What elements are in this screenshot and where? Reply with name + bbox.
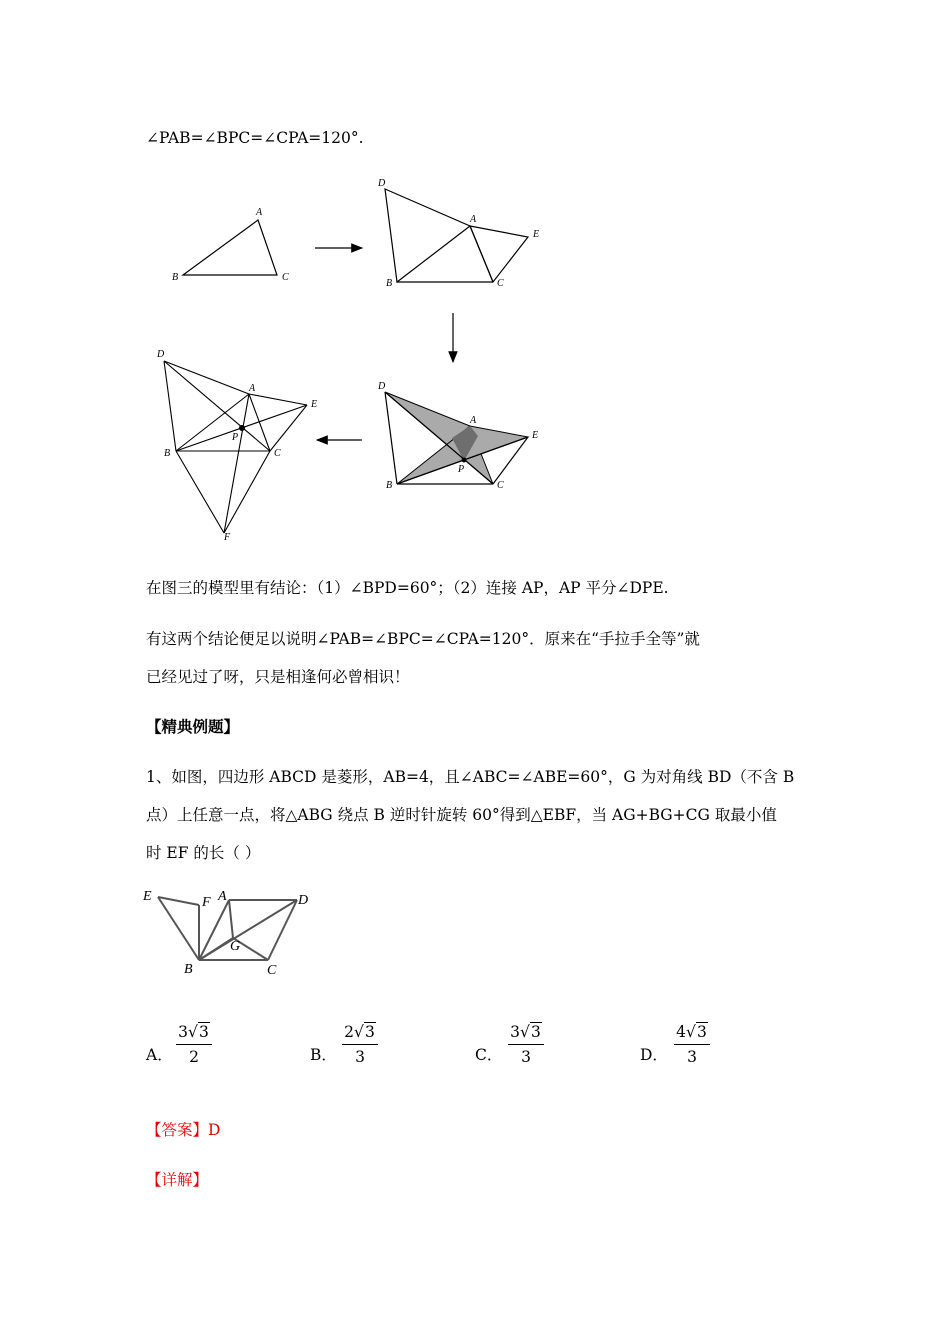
fig4-label-b: B <box>164 448 171 459</box>
option-b-letter: B． <box>310 1046 337 1064</box>
paragraph-line-2: 已经见过了呀，只是相逢何必曾相识！ <box>146 668 410 686</box>
rhombus-label-a: A <box>218 889 227 904</box>
rhombus-label-f: F <box>202 895 211 910</box>
question-line-1: 1、如图，四边形 ABCD 是菱形，AB=4，且∠ABC=∠ABE=60°，G 为对角线 BD（不含 B <box>146 768 795 786</box>
rhombus-label-c: C <box>267 963 277 978</box>
fig4-label-f: F <box>224 532 231 543</box>
paragraph-line-1: 有这两个结论便足以说明∠PAB=∠BPC=∠CPA=120°．原来在“手拉手全等”就 <box>146 630 700 648</box>
rhombus-label-d: D <box>298 893 309 908</box>
fig1-label-b: B <box>172 272 179 283</box>
option-d-letter: D． <box>640 1046 668 1064</box>
rhombus-label-g: G <box>230 939 241 954</box>
fig1-label-a: A <box>256 207 263 218</box>
option-b-fraction: 2√3 3 <box>338 1022 382 1069</box>
rhombus-figure <box>140 880 310 985</box>
conclusion-line: 在图三的模型里有结论：（1）∠BPD=60°；（2）连接 AP，AP 平分∠DPE. <box>146 579 669 597</box>
fig3-label-c: C <box>497 480 504 491</box>
question-line-2: 点）上任意一点，将△ABG 绕点 B 逆时针旋转 60°得到△EBF，当 AG+BG+CG 取最小值 <box>146 806 777 824</box>
fig3-label-p: P <box>458 464 465 475</box>
answer-line: 【答案】D <box>146 1121 221 1139</box>
fig2-label-e: E <box>533 229 540 240</box>
fig3-label-a: A <box>470 415 477 426</box>
fig1-label-c: C <box>282 272 289 283</box>
rhombus-label-e: E <box>143 889 152 904</box>
option-d-fraction: 4√3 3 <box>670 1022 714 1069</box>
option-c-fraction: 3√3 3 <box>504 1022 548 1069</box>
fig4-label-p: P <box>232 432 239 443</box>
fig3-label-d: D <box>378 381 386 392</box>
intro-angle-line: ∠PAB=∠BPC=∠CPA=120°. <box>146 129 364 147</box>
figure-3-shaded <box>385 392 528 484</box>
fig2-label-a: A <box>470 214 477 225</box>
detail-heading: 【详解】 <box>146 1171 209 1189</box>
option-a-fraction: 3√3 2 <box>172 1022 216 1069</box>
figure-4-fermat-point <box>164 361 307 533</box>
option-c-letter: C． <box>475 1046 503 1064</box>
fig2-label-c: C <box>497 278 504 289</box>
fig4-label-c: C <box>274 448 281 459</box>
construction-figures <box>0 170 950 550</box>
option-a-letter: A． <box>146 1046 173 1064</box>
fig4-label-a: A <box>249 383 256 394</box>
fig2-label-d: D <box>378 178 386 189</box>
fig4-label-e: E <box>311 399 318 410</box>
figure-2-equilateral-triangles <box>385 189 528 282</box>
section-title: 【精典例题】 <box>146 717 240 736</box>
fig3-label-e: E <box>532 430 539 441</box>
figure-1-triangle <box>183 220 277 275</box>
fig3-label-b: B <box>386 480 393 491</box>
fig2-label-b: B <box>386 278 393 289</box>
question-line-3: 时 EF 的长（ ） <box>146 844 261 862</box>
rhombus-label-b: B <box>184 962 193 977</box>
fig4-label-d: D <box>157 349 165 360</box>
